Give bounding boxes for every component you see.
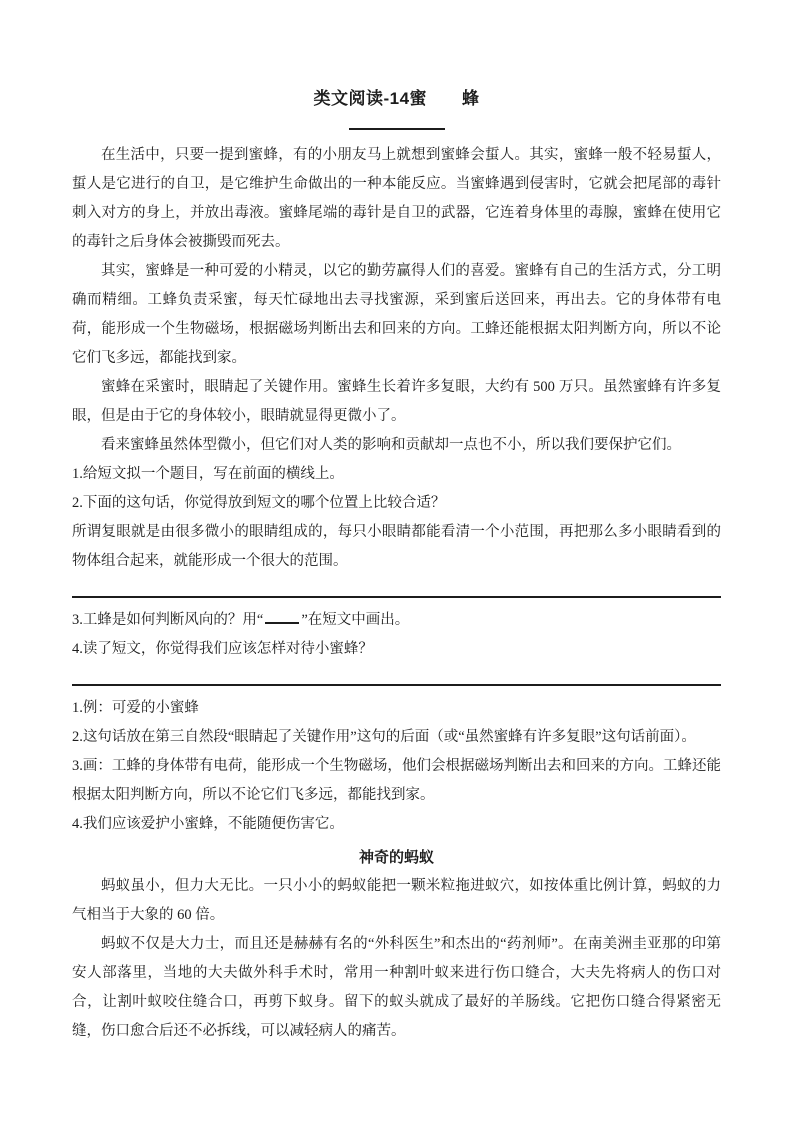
- section-divider-bottom: [72, 684, 721, 686]
- answer-3: 3.画：工蜂的身体带有电荷，能形成一个生物磁场，他们会根据磁场判断出去和回来的方向。工蜂还能根据太阳判断方向，所以不论它们飞多远，都能找到家。: [72, 758, 721, 803]
- section-divider-top: [72, 596, 721, 598]
- answers-section: [72, 694, 721, 839]
- question-2: 2.下面的这句话，你觉得放到短文的哪个位置上比较合适？: [72, 495, 446, 511]
- title-answer-blank-line: [349, 128, 445, 130]
- bee-paragraph-1: 在生活中，只要一提到蜜蜂，有的小朋友马上就想到蜜蜂会蜇人。其实，蜜蜂一般不轻易蜇人，蜇人是它进行的自卫，是它维护生命做出的一种本能反应。当蜜蜂遇到侵害时，它就会把尾部的毒针刺入对方的身上，并放出毒液。蜜蜂尾端的毒针是自卫的武器，它连着身体里的毒腺，蜜蜂在使用它的毒针之后身体会被撕毁而死去。: [72, 147, 721, 250]
- question-3-text-post: ”在短文中画出。: [301, 612, 410, 628]
- answer-2: 2.这句话放在第三自然段“眼睛起了关键作用”这句的后面（或“虽然蜜蜂有许多复眼”这句话前面）。: [72, 729, 696, 745]
- question-3-text-pre: 3.工蜂是如何判断风向的？用“: [72, 612, 264, 628]
- questions-section: [72, 460, 721, 686]
- quoted-blank-line: [265, 609, 299, 624]
- answer-4: 4.我们应该爱护小蜜蜂，不能随便伤害它。: [72, 816, 344, 832]
- ant-paragraph-2: 蚂蚁不仅是大力士，而且还是赫赫有名的“外科医生”和杰出的“药剂师”。在南美洲圭亚那的印第安人部落里，当地的大夫做外科手术时，常用一种割叶蚁来进行伤口缝合，大夫先将病人的伤口对合，让割叶蚁咬住缝合口，再剪下蚁身。留下的蚁头就成了最好的羊肠线。它把伤口缝合得紧密无缝，伤口愈合后还不必拆线，可以减轻病人的痛苦。: [72, 936, 721, 1039]
- bee-paragraph-2: 其实，蜜蜂是一种可爱的小精灵，以它的勤劳赢得人们的喜爱。蜜蜂有自己的生活方式，分工明确而精细。工蜂负责采蜜，每天忙碌地出去寻找蜜源，采到蜜后送回来，再出去。它的身体带有电荷，能形成一个生物磁场，根据磁场判断出去和回来的方向。工蜂还能根据太阳判断方向，所以不论它们飞多远，都能找到家。: [72, 263, 721, 366]
- question-4: 4.读了短文，你觉得我们应该怎样对待小蜜蜂？: [72, 641, 373, 657]
- answer-1: 1.例：可爱的小蜜蜂: [72, 700, 199, 716]
- ant-paragraph-1: 蚂蚁虽小，但力大无比。一只小小的蚂蚁能把一颗米粒拖进蚁穴，如按体重比例计算，蚂蚁的力气相当于大象的 60 倍。: [72, 878, 721, 923]
- question-2-quote: 所谓复眼就是由很多微小的眼睛组成的，每只小眼睛都能看清一个小范围，再把那么多小眼睛看到的物体组合起来，就能形成一个很大的范围。: [72, 524, 721, 569]
- bee-article: [72, 141, 721, 460]
- ant-article: [72, 843, 721, 1046]
- bee-paragraph-3: 蜜蜂在采蜜时，眼睛起了关键作用。蜜蜂生长着许多复眼，大约有 500 万只。虽然蜜蜂有许多复眼，但是由于它的身体较小，眼睛就显得更微小了。: [72, 379, 721, 424]
- bee-paragraph-4: 看来蜜蜂虽然体型微小，但它们对人类的影响和贡献却一点也不小，所以我们要保护它们。: [101, 437, 681, 453]
- question-1: 1.给短文拟一个题目，写在前面的横线上。: [72, 466, 344, 482]
- question-3: [72, 606, 721, 635]
- page-title: 类文阅读-14蜜 蜂: [313, 89, 480, 108]
- ant-article-title: 神奇的蚂蚁: [358, 849, 434, 866]
